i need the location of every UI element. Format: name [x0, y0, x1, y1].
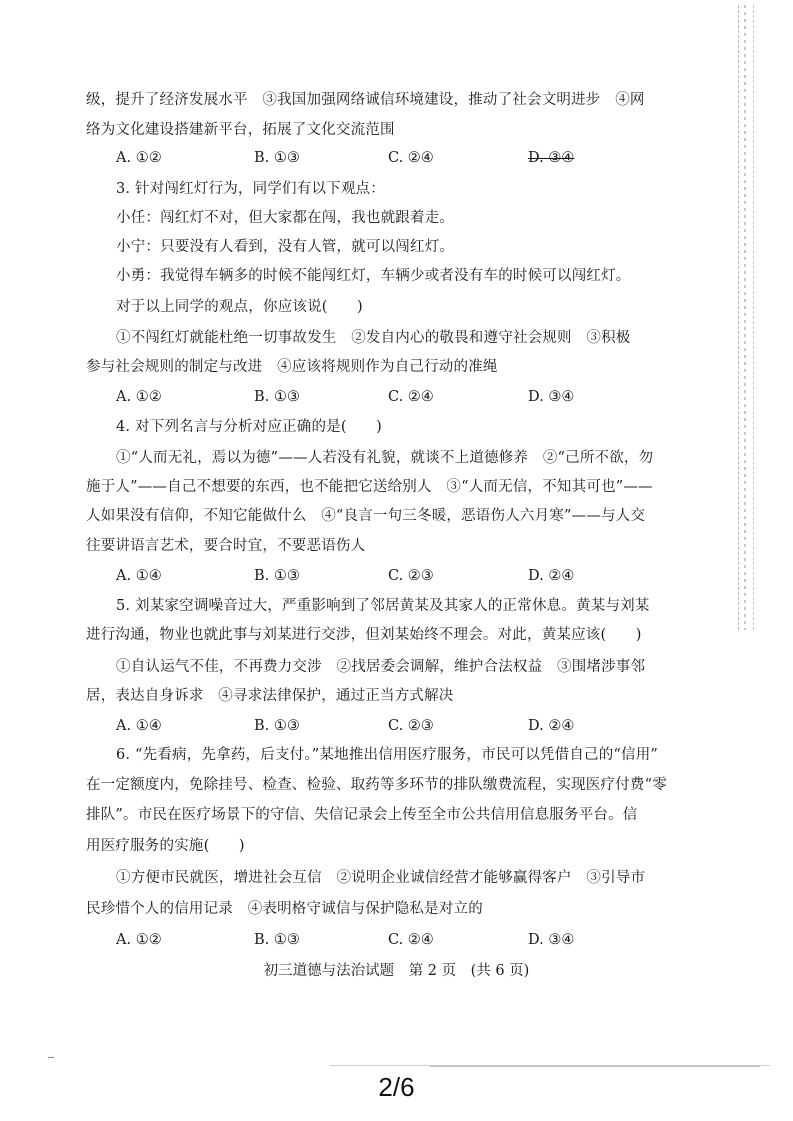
option-d: D. ③④	[528, 932, 575, 948]
option-c: C. ②④	[388, 150, 434, 166]
scan-speck	[48, 1057, 54, 1058]
option-b: B. ①③	[254, 932, 300, 948]
option-a: A. ①②	[116, 150, 162, 166]
option-d: D. ③④	[528, 389, 575, 405]
text-line: ①方便市民就医，增进社会互信 ②说明企业诚信经营才能够赢得客户 ③引导市	[116, 870, 646, 886]
page-indicator: 2/6	[378, 1072, 415, 1102]
option-a: A. ①②	[116, 932, 162, 948]
option-d: D. ③④	[528, 150, 575, 166]
text-line: ①自认运气不佳，不再费力交涉 ②找居委会调解，维护合法权益 ③围堵涉事邻	[116, 659, 646, 675]
text-line: 在一定额度内，免除挂号、检查、检验、取药等多环节的排队缴费流程，实现医疗付费“零	[86, 777, 667, 793]
text-line: 民珍惜个人的信用记录 ④表明格守诚信与保护隐私是对立的	[86, 901, 483, 917]
option-a: A. ①④	[116, 568, 162, 584]
text-line: 级，提升了经济发展水平 ③我国加强网络诚信环境建设，推动了社会文明进步 ④网	[86, 92, 645, 108]
text-line: 小宁：只要没有人看到，没有人管，就可以闯红灯。	[116, 239, 455, 255]
option-b: B. ①③	[254, 568, 300, 584]
text-line: 排队”。市民在医疗场景下的守信、失信记录会上传至全市公共信用信息服务平台。信	[86, 807, 638, 823]
page-footer: 初三道德与法治试题 第 2 页 (共 6 页)	[263, 963, 530, 979]
text-line: 络为文化建设搭建新平台，拓展了文化交流范围	[86, 122, 395, 138]
question-6-stem: 6. “先看病，先拿药，后支付。”某地推出信用医疗服务，市民可以凭借自己的“信用”	[116, 747, 659, 763]
text-line: 小勇：我觉得车辆多的时候不能闯红灯，车辆少或者没有车的时候可以闯红灯。	[116, 268, 631, 284]
option-a: A. ①④	[116, 718, 162, 734]
text-line: 施于人”——自己不想要的东西，也不能把它送给别人 ③“人而无信，不知其可也”——	[86, 479, 653, 495]
option-c: C. ②④	[388, 389, 434, 405]
text-line: 参与社会规则的制定与改进 ④应该将规则作为自己行动的准绳	[86, 359, 498, 375]
text-line: 进行沟通，物业也就此事与刘某进行交涉，但刘某始终不理会。对此，黄某应该( )	[86, 627, 642, 643]
text-line: 对于以上同学的观点，你应该说( )	[116, 299, 363, 315]
scan-binding-edge	[738, 5, 754, 630]
text-line: ①“人而无礼，焉以为德”——人若没有礼貌，就谈不上道德修养 ②“己所不欲，勿	[116, 450, 654, 466]
question-3-stem: 3. 针对闯红灯行为，同学们有以下观点：	[116, 181, 385, 197]
option-c: C. ②③	[388, 718, 434, 734]
text-line: 往要讲语言艺术，要合时宜，不要恶语伤人	[86, 538, 366, 554]
option-c: C. ②③	[388, 568, 434, 584]
text-line: ①不闯红灯就能杜绝一切事故发生 ②发自内心的敬畏和遵守社会规则 ③积极	[116, 330, 631, 346]
option-b: B. ①③	[254, 389, 300, 405]
option-b: B. ①③	[254, 718, 300, 734]
scan-edge-line	[430, 1066, 760, 1067]
option-a: A. ①②	[116, 389, 162, 405]
text-line: 居，表达自身诉求 ④寻求法律保护，通过正当方式解决	[86, 688, 454, 704]
question-4-stem: 4. 对下列名言与分析对应正确的是( )	[116, 419, 382, 435]
option-b: B. ①③	[254, 150, 300, 166]
option-c: C. ②④	[388, 932, 434, 948]
text-line: 人如果没有信仰，不知它能做什么 ④“良言一句三冬暖，恶语伤人六月寒”——与人交	[86, 508, 646, 524]
text-line: 小任：闯红灯不对，但大家都在闯，我也就跟着走。	[116, 210, 455, 226]
option-d: D. ②④	[528, 718, 575, 734]
text-line: 用医疗服务的实施( )	[86, 838, 245, 854]
option-d: D. ②④	[528, 568, 575, 584]
question-5-stem: 5. 刘某家空调噪音过大，严重影响到了邻居黄某及其家人的正常休息。黄某与刘某	[116, 598, 650, 614]
